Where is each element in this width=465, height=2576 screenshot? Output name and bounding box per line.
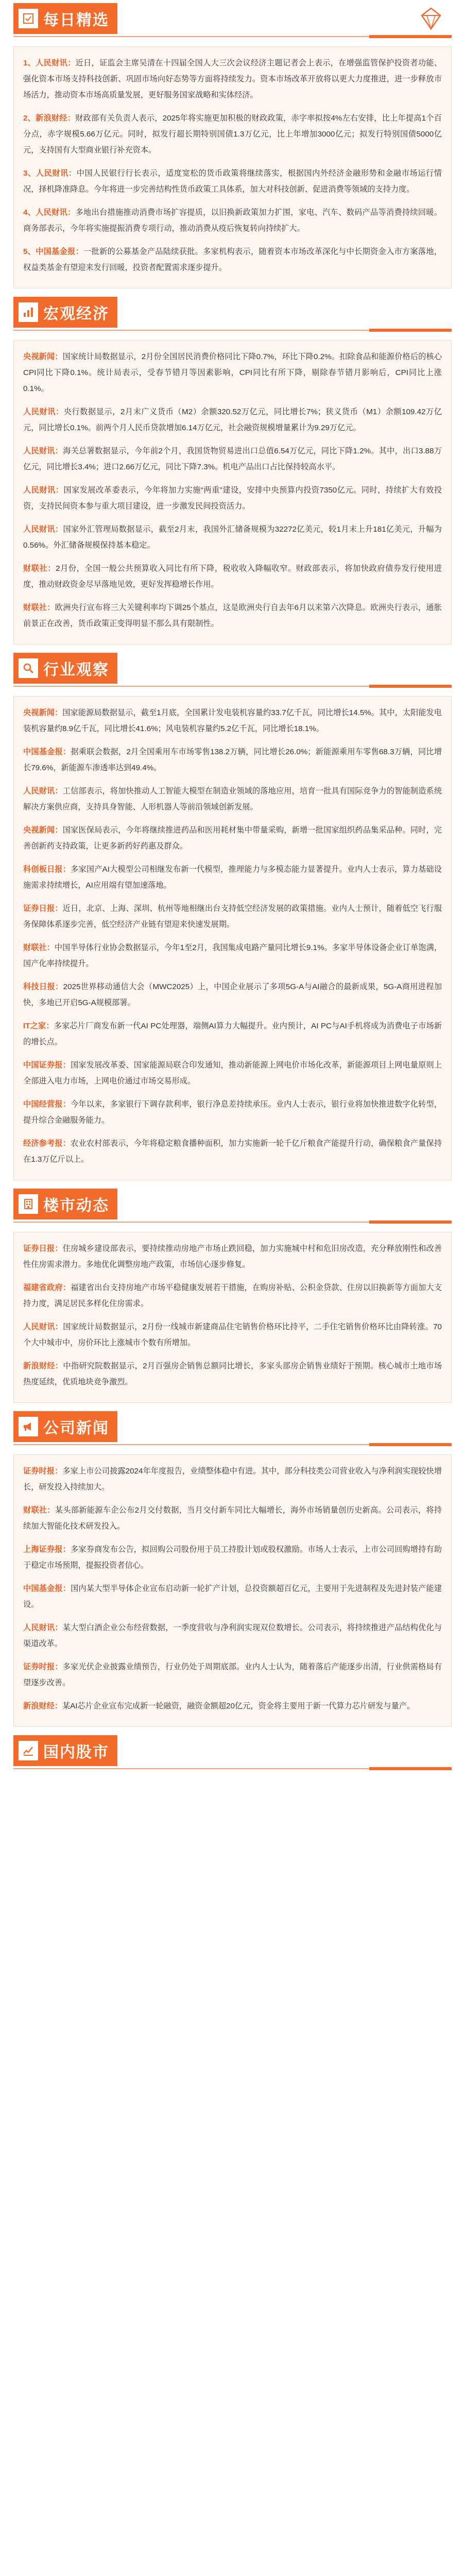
news-item — [23, 1241, 442, 1273]
daily-icon — [19, 9, 38, 28]
news-text: 一批新的公募基金产品陆续获批。多家机构表示，随着资本市场改革深化与中长期资金入市方案落地，权益类基金有望迎来发行回暖，投资者配置需求逐步提升。 — [23, 247, 442, 272]
news-text: 今年以来，多家银行下调存款利率，银行净息差持续承压。业内人士表示，银行业将加快推进数字化转型，提升综合金融服务能力。 — [23, 1100, 442, 1125]
news-text: 财政部有关负责人表示，2025年将实施更加积极的财政政策，赤字率拟按4%左右安排，比上年提高1个百分点，赤字规模5.66万亿元。同时，拟发行超长期特别国债1.3万亿元，比上年增加3000亿元；拟发行特别国债5000亿元，支持国有大型商业银行补充资本。 — [23, 114, 442, 155]
news-source: 人民财讯： — [23, 787, 63, 795]
news-source: IT之家： — [23, 1022, 54, 1030]
news-text: 欧洲央行宣布将三大关键利率均下调25个基点，这是欧洲央行自去年6月以来第六次降息。欧洲央行表示，通胀前景正在改善，货币政策正变得明显不那么具有限制性。 — [23, 603, 442, 628]
property-section — [0, 1189, 465, 1403]
diamond-icon — [418, 5, 444, 32]
news-source: 央视新闻： — [23, 708, 63, 717]
news-source: 科技日报： — [23, 982, 63, 991]
news-text: 据乘联会数据，2月全国乘用车市场零售138.2万辆，同比增长26.0%；新能源乘用车零售68.3万辆，同比增长79.6%，新能源车渗透率达到49.4%。 — [23, 748, 442, 772]
news-text: 多家国产AI大模型公司相继发布新一代模型，推理能力与多模态能力显著提升。业内人士表示，算力基础设施需求持续增长，AI应用端有望加速落地。 — [23, 865, 442, 890]
news-source: 中国基金报： — [23, 1584, 71, 1593]
news-item — [23, 1096, 442, 1128]
news-source: 财联社： — [23, 1506, 55, 1515]
news-text: 多家光伏企业披露业绩预告，行业仍处于周期底部。业内人士认为，随着落后产能逐步出清，行业供需格局有望逐步改善。 — [23, 1663, 442, 1687]
news-item — [23, 55, 442, 103]
daily-header — [13, 0, 452, 41]
news-text: 多家上市公司披露2024年年度报告，业绩整体稳中有进。其中，部分科技类公司营业收入与净利润实现较快增长，研发投入持续加大。 — [23, 1467, 442, 1492]
news-source: 人民财讯： — [23, 408, 64, 416]
news-source: 上海证券报： — [23, 1545, 71, 1554]
news-item — [23, 783, 442, 815]
news-source: 证券时报： — [23, 1663, 63, 1671]
news-item — [23, 822, 442, 854]
news-source: 经济参考报： — [23, 1139, 71, 1148]
news-source: 2、新浪财经： — [23, 114, 76, 123]
news-item — [23, 705, 442, 737]
news-source: 新浪财经： — [23, 1702, 62, 1710]
news-item — [23, 1136, 442, 1167]
news-item — [23, 244, 442, 276]
telescope-icon — [19, 658, 38, 678]
news-source: 证券日报： — [23, 904, 63, 913]
market-section — [0, 1735, 465, 1773]
news-item — [23, 561, 442, 592]
news-source: 中国经营报： — [23, 1100, 71, 1109]
news-source: 人民财讯： — [23, 447, 63, 455]
news-item — [23, 861, 442, 893]
company-section — [0, 1411, 465, 1727]
news-text: 中国人民银行行长表示，适度宽松的货币政策将继续落实，根据国内外经济金融形势和金融市场运行情况，择机降准降息。今年将进一步完善结构性货币政策工具体系，加大对科技创新、促进消费等领域的支持力度。 — [23, 169, 442, 194]
news-text: 住房城乡建设部表示，要持续推动房地产市场止跌回稳，加力实施城中村和危旧房改造，充分释放刚性和改善性住房需求潜力。多地优化调整房地产政策，市场信心逐步修复。 — [23, 1244, 442, 1269]
news-text: 工信部表示，将加快推动人工智能大模型在制造业领域的落地应用，培育一批具有国际竞争力的智能制造系统解决方案供应商，支持具身智能、人形机器人等前沿领域创新发展。 — [23, 787, 442, 811]
news-source: 3、人民财讯： — [23, 169, 77, 178]
market-header — [13, 1735, 452, 1773]
daily-body — [13, 46, 452, 289]
news-item — [23, 404, 442, 436]
news-source: 财联社： — [23, 943, 55, 952]
news-item — [23, 1018, 442, 1050]
macro-body — [13, 340, 452, 645]
line-chart-icon — [19, 1741, 38, 1760]
news-source: 中国证券报： — [23, 1061, 71, 1070]
news-item — [23, 1581, 442, 1613]
property-title: 楼市动态 — [43, 1197, 109, 1214]
news-source: 央视新闻： — [23, 352, 63, 361]
news-text: 中指研究院数据显示，2月百强房企销售总额同比增长，多家头部房企销售业绩好于预期。核心城市土地市场热度延续，优质地块竞争激烈。 — [23, 1362, 442, 1386]
market-title: 国内股市 — [43, 1744, 109, 1761]
news-text: 国家发展改革委表示，今年将加力实施“两重”建设，安排中央预算内投资7350亿元。同时，持续扩大有效投资，支持民间资本参与重大项目建设，进一步激发民间投资活力。 — [23, 486, 442, 511]
daily-title: 每日精选 — [43, 12, 109, 29]
industry-header — [13, 653, 452, 691]
news-item — [23, 600, 442, 632]
news-item — [23, 349, 442, 397]
building-icon — [19, 1194, 38, 1214]
news-item — [23, 1358, 442, 1390]
news-source: 证券时报： — [23, 1467, 63, 1476]
news-item — [23, 1620, 442, 1652]
news-text: 福建省出台支持房地产市场平稳健康发展若干措施，在购房补贴、公积金贷款、住房以旧换新等方面加大支持力度，满足居民多样化住房需求。 — [23, 1283, 442, 1308]
megaphone-icon — [19, 1417, 38, 1436]
news-text: 海关总署数据显示，今年前2个月，我国货物贸易进出口总值6.54万亿元，同比下降1.2%。其中，出口3.88万亿元，同比增长3.4%；进口2.66万亿元，同比下降7.3%。机电产品出口占比保持较高水平。 — [23, 447, 442, 471]
news-item — [23, 205, 442, 236]
news-source: 人民财讯： — [23, 1623, 63, 1632]
news-item — [23, 1698, 442, 1714]
news-text: 国家统计局数据显示，2月份一线城市新建商品住宅销售价格环比持平，二手住宅销售价格环比由降转涨。70个大中城市中，房价环比上涨城市个数有所增加。 — [23, 1323, 442, 1347]
macro-title: 宏观经济 — [43, 306, 109, 323]
news-item — [23, 940, 442, 972]
news-item — [23, 1502, 442, 1534]
news-source: 证券日报： — [23, 1244, 63, 1253]
news-text: 多家券商发布公告，拟回购公司股份用于员工持股计划或股权激励。市场人士表示，上市公司回购增持有助于稳定市场预期，提振投资者信心。 — [23, 1545, 442, 1570]
news-item — [23, 1659, 442, 1691]
news-text: 某头部新能源车企公布2月交付数据，当月交付新车同比大幅增长，海外市场销量创历史新高。公司表示，将持续加大智能化技术研发投入。 — [23, 1506, 442, 1531]
news-item — [23, 1541, 442, 1573]
news-item — [23, 1280, 442, 1312]
news-item — [23, 901, 442, 933]
news-text: 国家医保局表示，今年将继续推进药品和医用耗材集中带量采购，新增一批国家组织药品集采品种。同时，完善创新药支持政策，让更多新药好药惠及群众。 — [23, 826, 442, 851]
news-item — [23, 1319, 442, 1351]
company-header — [13, 1411, 452, 1449]
news-item — [23, 443, 442, 475]
news-item — [23, 110, 442, 158]
industry-body — [13, 696, 452, 1180]
news-text: 央行数据显示，2月末广义货币（M2）余额320.52万亿元，同比增长7%；狭义货币（M1）余额109.42万亿元，同比增长0.1%。前两个月人民币贷款增加6.14万亿元，社会融资规模增量累计为9.29万亿元。 — [23, 408, 442, 432]
news-text: 某大型白酒企业公布经营数据，一季度营收与净利润实现双位数增长。公司表示，将持续推进产品结构优化与渠道改革。 — [23, 1623, 442, 1648]
news-source: 财联社： — [23, 564, 56, 573]
news-source: 新浪财经： — [23, 1362, 63, 1370]
news-item — [23, 165, 442, 197]
news-text: 国家外汇管理局数据显示，截至2月末，我国外汇储备规模为32272亿美元，较1月末上升181亿美元，升幅为0.56%。外汇储备规模保持基本稳定。 — [23, 525, 442, 550]
macro-header — [13, 297, 452, 335]
news-text: 国内某大型半导体企业宣布启动新一轮扩产计划，总投资额超百亿元，主要用于先进制程及先进封装产能建设。 — [23, 1584, 442, 1609]
news-text: 近日，证监会主席吴清在十四届全国人大三次会议经济主题记者会上表示，在增强监管保护投资者功能、强化资本市场支持科技创新、巩固市场向好态势等方面将持续发力。资本市场改革开放将以更大力度推进，进一步释放市场活力，推动资本市场高质量发展，更好服务国家战略和实体经济。 — [23, 59, 442, 99]
news-text: 近日，北京、上海、深圳、杭州等地相继出台支持低空经济发展的政策措施。业内人士预计，随着低空飞行服务保障体系逐步完善，低空经济产业链有望迎来快速发展期。 — [23, 904, 442, 929]
news-item — [23, 1057, 442, 1089]
property-body — [13, 1232, 452, 1403]
news-source: 人民财讯： — [23, 486, 64, 495]
bar-chart-icon — [19, 302, 38, 322]
news-text: 国家发展改革委、国家能源局联合印发通知，推动新能源上网电价市场化改革，新能源项目上网电量原则上全部进入电力市场，上网电价通过市场交易形成。 — [23, 1061, 442, 1086]
news-source: 5、中国基金报： — [23, 247, 84, 256]
news-text: 某AI芯片企业宣布完成新一轮融资，融资金额超20亿元，资金将主要用于新一代算力芯片研发与量产。 — [62, 1702, 415, 1710]
news-text: 2月份，全国一般公共预算收入同比有所下降，税收收入降幅收窄。财政部表示，将加快政府债券发行使用进度，推动财政资金尽早落地见效，更好发挥稳增长作用。 — [23, 564, 442, 589]
news-item — [23, 979, 442, 1011]
news-item — [23, 744, 442, 776]
news-source: 4、人民财讯： — [23, 208, 76, 217]
company-body — [13, 1454, 452, 1727]
news-text: 国家能源局数据显示，截至1月底，全国累计发电装机容量约33.7亿千瓦，同比增长14.5%。其中，太阳能发电装机容量约8.9亿千瓦，同比增长41.6%；风电装机容量约5.2亿千瓦，同比增长18.1%。 — [23, 708, 442, 733]
daily-section — [0, 0, 465, 289]
news-source: 1、人民财讯： — [23, 59, 76, 67]
news-source: 福建省政府： — [23, 1283, 71, 1292]
news-source: 科创板日报： — [23, 865, 71, 874]
news-text: 农业农村部表示，今年将稳定粮食播种面积，加力实施新一轮千亿斤粮食产能提升行动，确保粮食产量保持在1.3万亿斤以上。 — [23, 1139, 442, 1164]
news-source: 人民财讯： — [23, 525, 63, 534]
news-text: 2025世界移动通信大会（MWC2025）上，中国企业展示了多项5G-A与AI融合的最新成果，5G-A商用进程加快，多地已开启5G-A规模部署。 — [23, 982, 442, 1007]
news-source: 财联社： — [23, 603, 55, 612]
news-text: 多地出台措施推动消费市场扩容提质，以旧换新政策加力扩围，家电、汽车、数码产品等消费持续回暖。商务部表示，今年将实施提振消费专项行动，推动消费从疫后恢复转向持续扩大。 — [23, 208, 442, 233]
industry-title: 行业观察 — [43, 662, 109, 679]
news-text: 国家统计局数据显示，2月份全国居民消费价格同比下降0.7%，环比下降0.2%。扣除食品和能源价格后的核心CPI同比下降0.1%。统计局表示，受春节错月等因素影响，CPI同比有所下降，剔除春节错月影响后，CPI同比上涨0.1%。 — [23, 352, 442, 393]
news-source: 人民财讯： — [23, 1323, 63, 1331]
news-item — [23, 482, 442, 514]
news-source: 中国基金报： — [23, 748, 71, 756]
news-text: 多家芯片厂商发布新一代AI PC处理器，端侧AI算力大幅提升。业内预计，AI PC与AI手机将成为消费电子市场新的增长点。 — [23, 1022, 442, 1046]
property-header — [13, 1189, 452, 1227]
industry-section — [0, 653, 465, 1180]
news-item — [23, 1463, 442, 1495]
company-title: 公司新闻 — [43, 1420, 109, 1437]
macro-section — [0, 297, 465, 645]
news-text: 中国半导体行业协会数据显示，今年1至2月，我国集成电路产量同比增长9.1%。多家半导体设备企业订单饱满，国产化率持续提升。 — [23, 943, 442, 968]
news-source: 央视新闻： — [23, 826, 63, 835]
news-item — [23, 521, 442, 553]
